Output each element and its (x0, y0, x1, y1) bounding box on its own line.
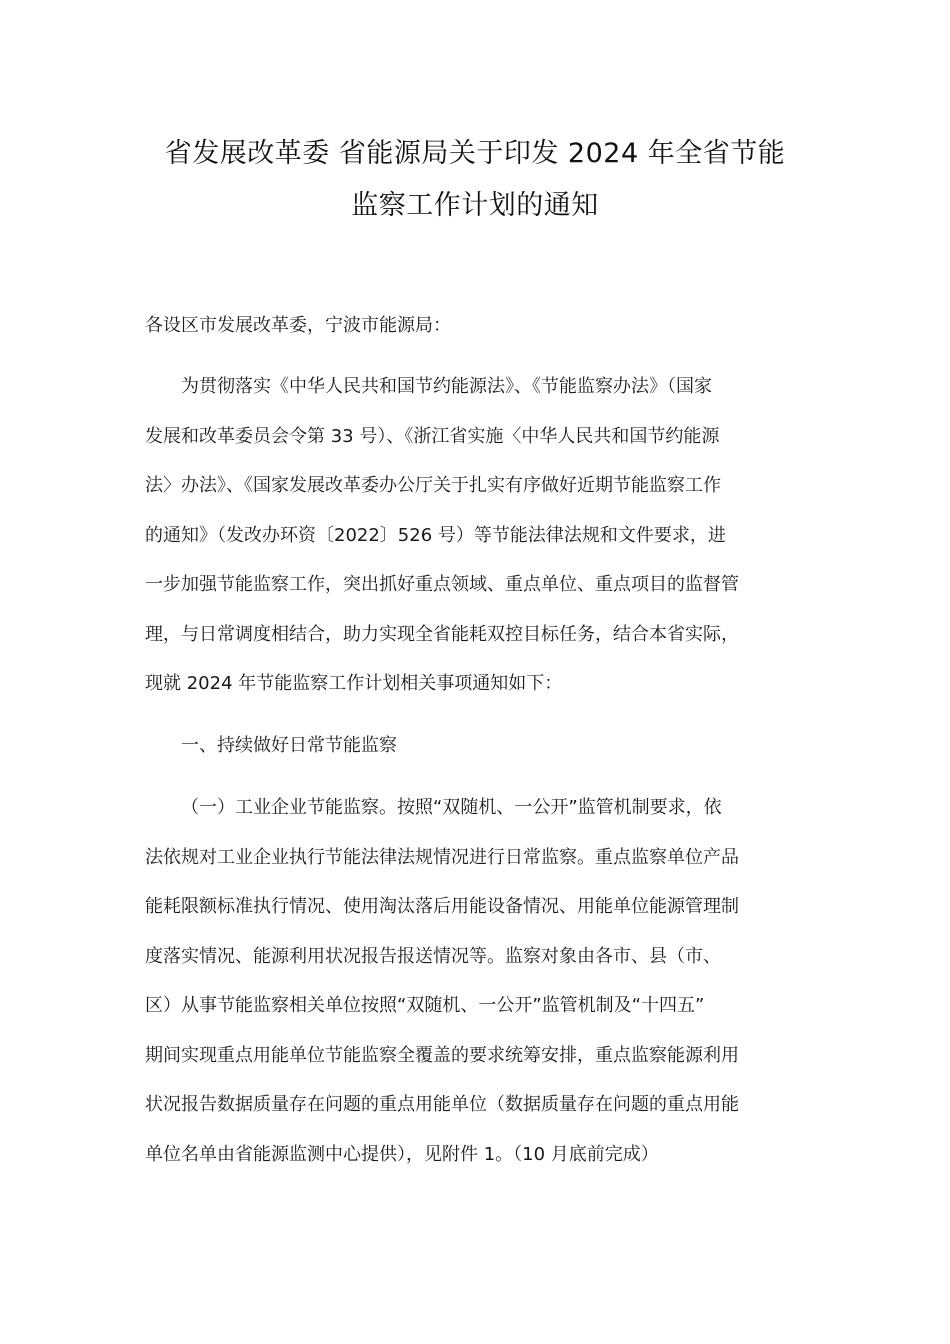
paragraph-line: 能耗限额标准执行情况、使用淘汰落后用能设备情况、用能单位能源管理制 (145, 896, 739, 917)
paragraph-line: 状况报告数据质量存在问题的重点用能单位（数据质量存在问题的重点用能 (145, 1094, 739, 1115)
paragraph-line: 单位名单由省能源监测中心提供），见附件 1。（10 月底前完成） (145, 1143, 659, 1165)
paragraph-line: 一步加强节能监察工作，突出抓好重点领域、重点单位、重点项目的监督管 (145, 574, 739, 595)
salutation: 各设区市发展改革委，宁波市能源局： (145, 315, 451, 336)
section-heading: 一、持续做好日常节能监察 (181, 735, 397, 756)
paragraph-line: （一）工业企业节能监察。按照“双随机、一公开”监管机制要求，依 (181, 797, 722, 818)
paragraph-line: 理，与日常调度相结合，助力实现全省能耗双控目标任务，结合本省实际， (145, 623, 739, 645)
paragraph-line: 度落实情况、能源利用状况报告报送情况等。监察对象由各市、县（市、 (145, 945, 721, 967)
paragraph-line: 法〉办法》、《国家发展改革委办公厅关于扎实有序做好近期节能监察工作 (145, 475, 721, 496)
paragraph-industrial (145, 783, 805, 1179)
title-line: 省发展改革委 省能源局关于印发 2024 年全省节能 (164, 138, 786, 169)
paragraph-intro (145, 362, 805, 709)
paragraph-line: 的通知》（发改办环资〔2022〕526 号）等节能法律法规和文件要求，进 (145, 524, 726, 546)
document-title (140, 128, 810, 232)
paragraph-line: 期间实现重点用能单位节能监察全覆盖的要求统筹安排，重点监察能源利用 (145, 1044, 739, 1066)
paragraph-line: 法依规对工业企业执行节能法律法规情况进行日常监察。重点监察单位产品 (145, 846, 739, 868)
title-line: 监察工作计划的通知 (351, 190, 599, 221)
paragraph-line: 区）从事节能监察相关单位按照“双随机、一公开”监管机制及“十四五” (145, 995, 705, 1016)
paragraph-line: 发展和改革委员会令第 33 号）、《浙江省实施〈中华人民共和国节约能源 (145, 425, 720, 447)
paragraph-line: 为贯彻落实《中华人民共和国节约能源法》、《节能监察办法》（国家 (181, 376, 712, 397)
paragraph-line: 现就 2024 年节能监察工作计划相关事项通知如下： (145, 673, 563, 694)
